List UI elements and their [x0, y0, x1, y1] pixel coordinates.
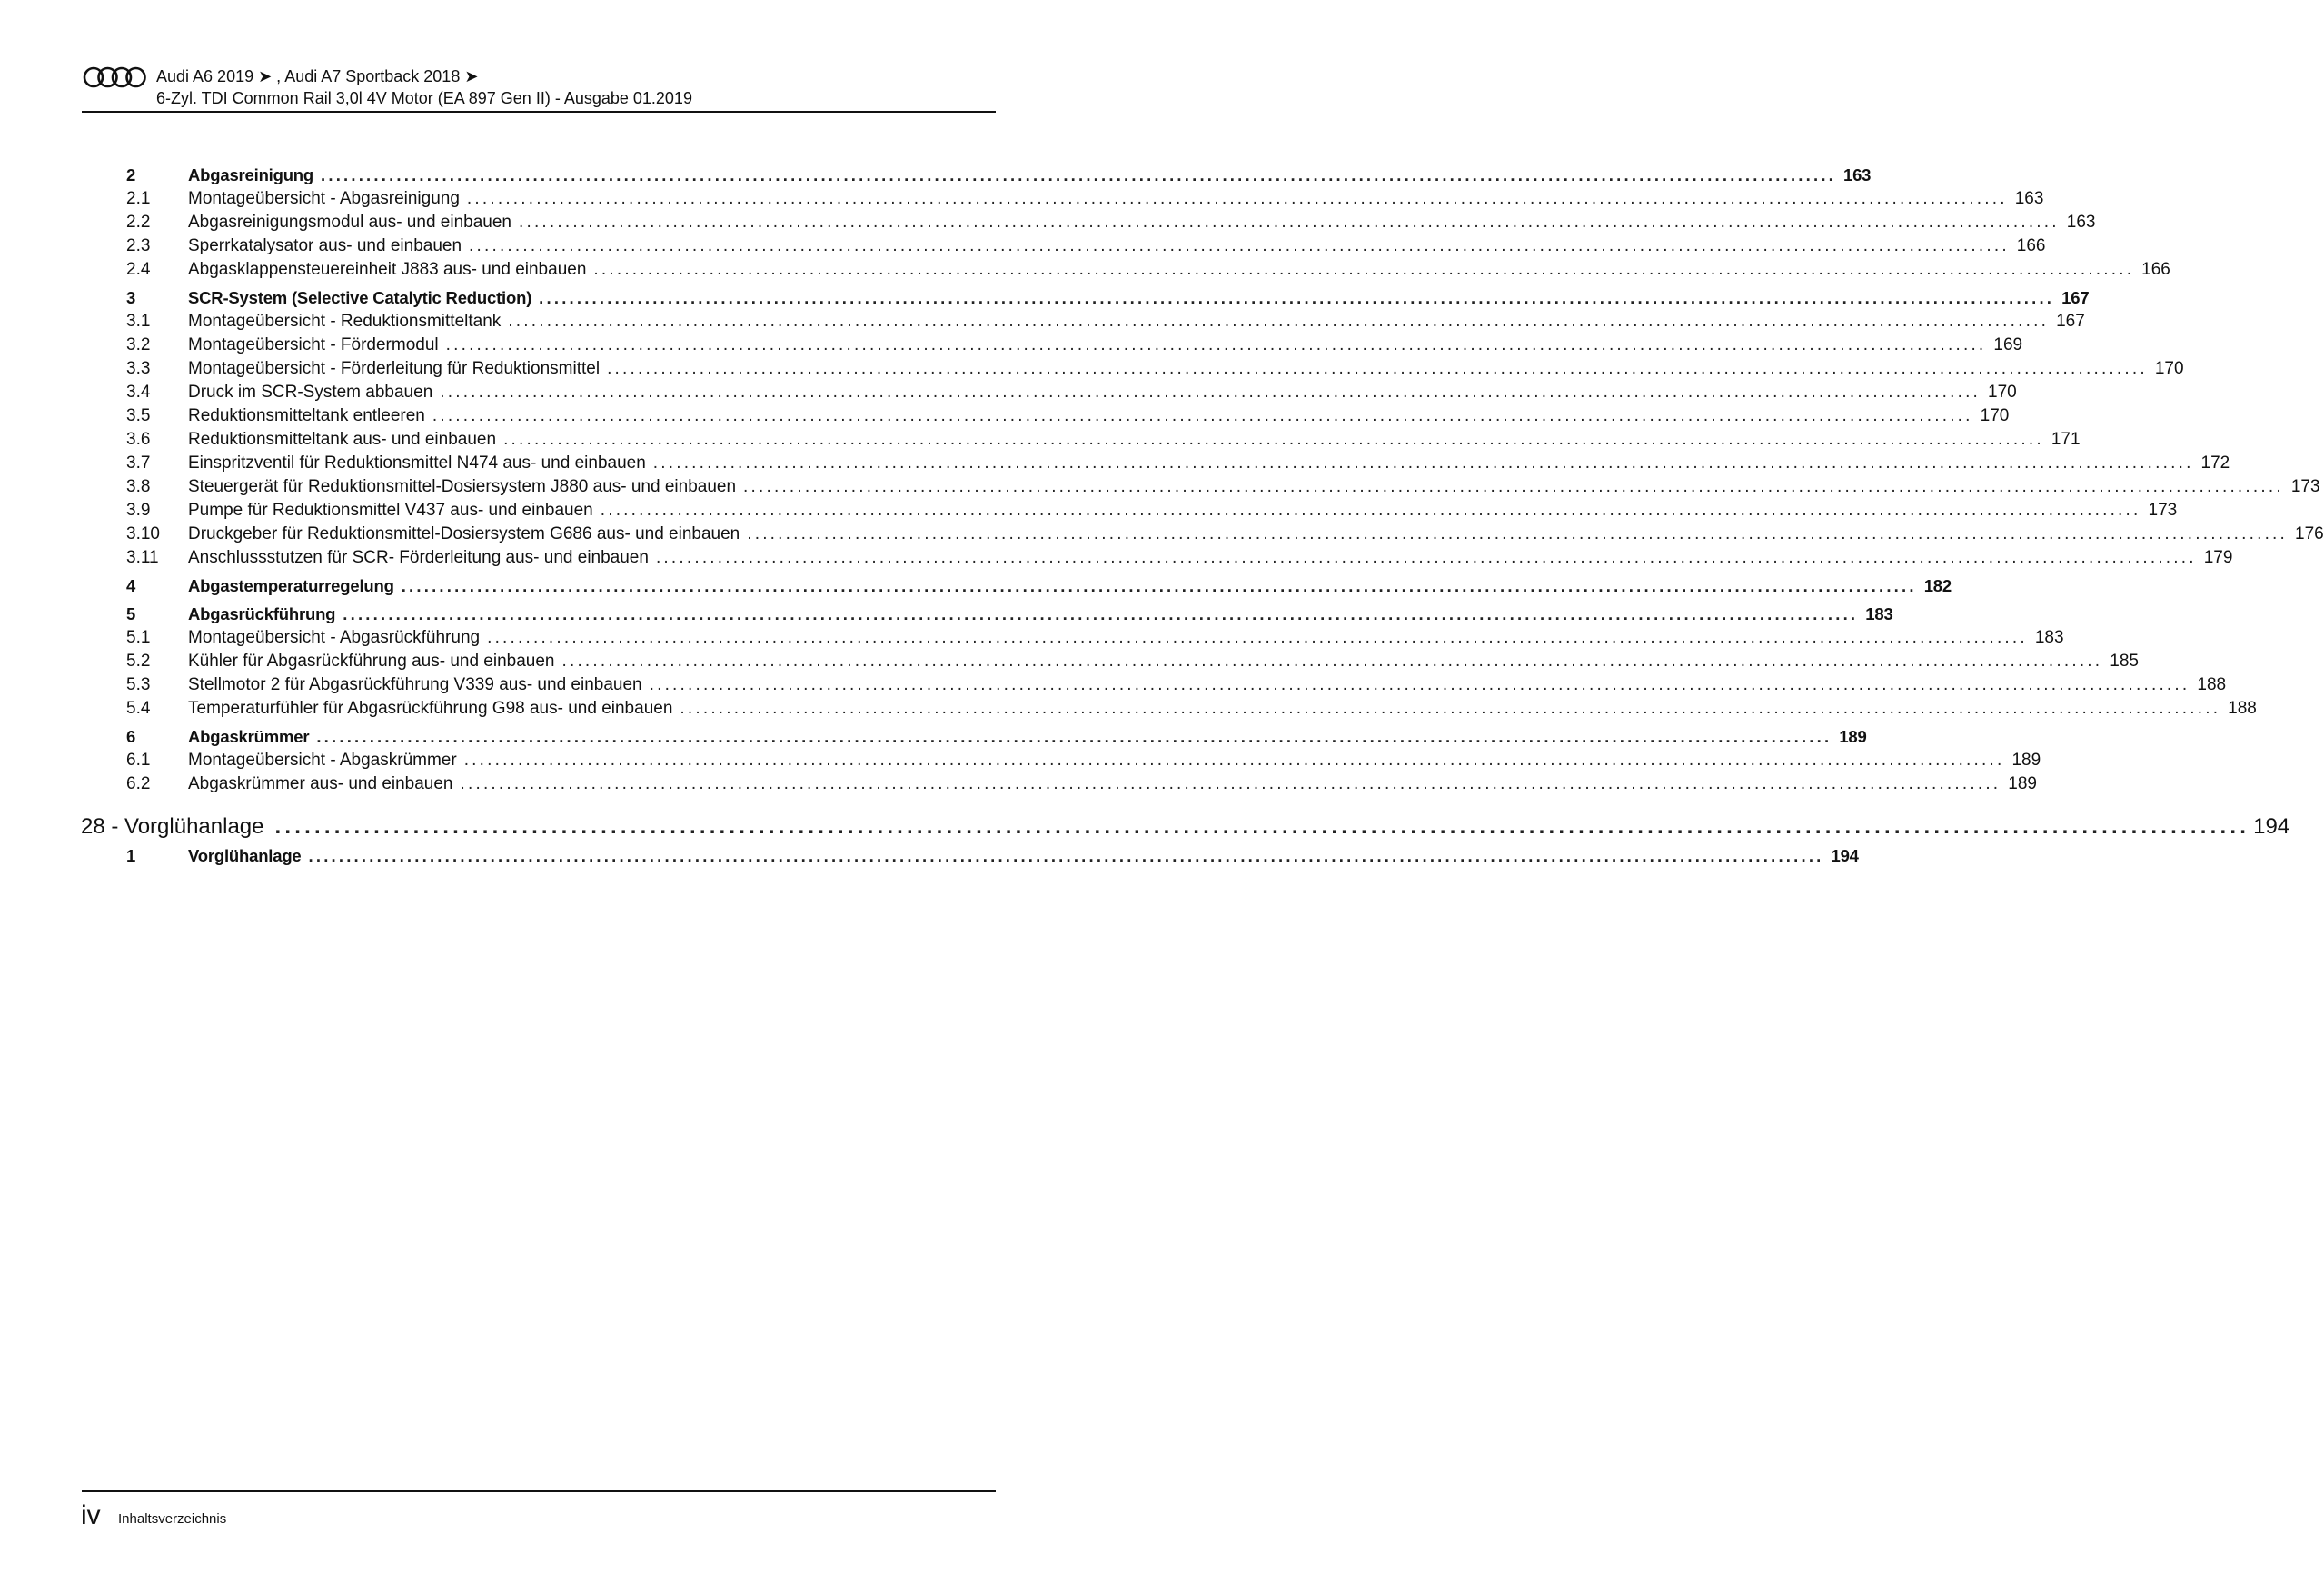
toc-entry[interactable]: [126, 234, 2046, 258]
toc-entry-number: 5.2: [126, 652, 151, 671]
toc-entry-title: Abgaskrümmer aus- und einbauen: [188, 774, 453, 793]
dot-leader: ........................................................................................................................................................................................................: [321, 165, 1836, 184]
dot-leader: ........................................................................................................................................................................................................: [747, 524, 2289, 543]
header-engine-title: 6-Zyl. TDI Common Rail 3,0l 4V Motor (EA 897 Gen II) - Ausgabe 01.2019: [156, 89, 692, 107]
dot-leader: ........................................................................................................................................................................................................: [432, 406, 1973, 425]
toc-entry-page: 185: [2110, 652, 2139, 671]
dot-leader: ........................................................................................................................................................................................................: [607, 359, 2148, 378]
audi-rings-logo: [82, 65, 147, 89]
dot-leader: ........................................................................................................................................................................................................: [460, 774, 2001, 793]
dot-leader: ........................................................................................................................................................................................................: [680, 699, 2221, 718]
dot-leader: ........................................................................................................................................................................................................: [274, 814, 2250, 839]
toc-entry-page: 176: [2295, 524, 2324, 543]
toc-entry-page: 172: [2200, 453, 2230, 473]
toc-entry-title: Sperrkatalysator aus- und einbauen: [188, 236, 462, 255]
toc-entry-page: 189: [2011, 751, 2041, 770]
dot-leader: ........................................................................................................................................................................................................: [593, 260, 2135, 279]
dot-leader: ........................................................................................................................................................................................................: [600, 501, 2141, 520]
dot-leader: ........................................................................................................................................................................................................: [343, 604, 1859, 623]
toc-entry-number: 5: [126, 604, 136, 623]
toc-entry-page: 183: [2034, 628, 2064, 647]
toc-entry-title: Kühler für Abgasrückführung aus- und einbauen: [188, 652, 555, 671]
toc-entry-number: 2.4: [126, 260, 151, 279]
toc-entry-number: 3.3: [126, 359, 151, 378]
toc-entry-page: 182: [1923, 576, 1952, 595]
toc-entry-title: Abgaskrümmer: [188, 727, 310, 746]
dot-leader: ........................................................................................................................................................................................................: [440, 383, 1981, 402]
dot-leader: ........................................................................................................................................................................................................: [655, 548, 2197, 567]
toc-entry-number: 6.1: [126, 751, 151, 770]
toc-entry-page: 163: [2066, 213, 2096, 232]
toc-entry-title: Reduktionsmitteltank entleeren: [188, 406, 425, 425]
toc-entry[interactable]: [126, 844, 1859, 868]
dot-leader: ........................................................................................................................................................................................................: [649, 675, 2190, 694]
toc-entry[interactable]: [126, 404, 2010, 428]
toc-entry-page: 179: [2203, 548, 2233, 567]
toc-entry-number: 1: [126, 846, 136, 865]
toc-entry-title: Druckgeber für Reduktionsmittel-Dosiersystem G686 aus- und einbauen: [188, 524, 740, 543]
toc-entry-title: Steuergerät für Reduktionsmittel-Dosiersystem J880 aus- und einbauen: [188, 477, 737, 496]
toc-entry[interactable]: [126, 258, 2170, 282]
toc-entry-page: 170: [1988, 383, 2017, 402]
toc-entry-number: 3.6: [126, 430, 151, 449]
toc-entry-page: 163: [2014, 189, 2044, 208]
toc-entry-page: 189: [2008, 774, 2037, 793]
toc-entry-page: 170: [2154, 359, 2184, 378]
header-vehicle-title: Audi A6 2019 ➤ , Audi A7 Sportback 2018 ➤: [156, 67, 479, 85]
chapter-page: 194: [2253, 814, 2290, 839]
toc-entry-title: Vorglühanlage: [188, 846, 302, 865]
toc-entry-title: Montageübersicht - Abgaskrümmer: [188, 751, 457, 770]
toc-entry-title: Montageübersicht - Abgasreinigung: [188, 189, 460, 208]
toc-entry-title: Montageübersicht - Abgasrückführung: [188, 628, 481, 647]
toc-entry-title: Druck im SCR-System abbauen: [188, 383, 433, 402]
toc-entry[interactable]: [126, 574, 1952, 598]
dot-leader: ........................................................................................................................................................................................................: [401, 576, 1917, 595]
toc-entry-title: Montageübersicht - Fördermodul: [188, 335, 439, 354]
dot-leader: ........................................................................................................................................................................................................: [463, 751, 2005, 770]
toc-entry-page: 167: [2056, 312, 2085, 331]
toc-entry-page: 194: [1831, 846, 1859, 865]
dot-leader: ........................................................................................................................................................................................................: [445, 335, 1987, 354]
toc-entry[interactable]: [126, 772, 2037, 796]
dot-leader: ........................................................................................................................................................................................................: [652, 453, 2194, 473]
toc-entry-page: 173: [2148, 501, 2178, 520]
toc-entry-title: Montageübersicht - Förderleitung für Reduktionsmittel: [188, 359, 601, 378]
toc-entry-title: Montageübersicht - Reduktionsmitteltank: [188, 312, 502, 331]
dot-leader: ........................................................................................................................................................................................................: [466, 189, 2008, 208]
toc-entry[interactable]: [126, 357, 2184, 381]
toc-entry-number: 3.7: [126, 453, 151, 473]
toc-entry[interactable]: [126, 164, 1872, 187]
dot-leader: ........................................................................................................................................................................................................: [508, 312, 2050, 331]
toc-entry[interactable]: [126, 650, 2139, 673]
toc-chapter-list: [126, 844, 1859, 868]
dot-leader: ........................................................................................................................................................................................................: [743, 477, 2284, 496]
toc-entry[interactable]: [126, 381, 2017, 404]
toc-entry[interactable]: [126, 428, 2081, 452]
toc-entry-page: 188: [2228, 699, 2257, 718]
toc-entry-number: 6.2: [126, 774, 151, 793]
toc-entry[interactable]: [126, 749, 2041, 772]
toc-entry-title: Anschlussstutzen für SCR- Förderleitung aus- und einbauen: [188, 548, 649, 567]
toc-entry-page: 163: [1843, 165, 1872, 184]
toc-entry-title: Abgasreinigung: [188, 165, 314, 184]
toc-entry-number: 2.3: [126, 236, 151, 255]
toc-entry[interactable]: [126, 603, 1893, 626]
toc-entry-number: 2.2: [126, 213, 151, 232]
toc-entry-page: 166: [2141, 260, 2170, 279]
toc-entry-number: 3.5: [126, 406, 151, 425]
toc-entry[interactable]: [126, 673, 2227, 697]
dot-leader: ........................................................................................................................................................................................................: [518, 213, 2060, 232]
header-rule: [82, 111, 996, 113]
footer-label: Inhaltsverzeichnis: [118, 1511, 227, 1527]
toc-entry-page: 173: [2290, 477, 2320, 496]
toc-entry-number: 3.11: [126, 548, 159, 567]
toc-chapter-heading[interactable]: [81, 812, 2290, 842]
toc-entry-number: 2: [126, 165, 136, 184]
toc-entry[interactable]: [126, 626, 2064, 650]
toc-entry-number: 3: [126, 288, 136, 307]
toc-entry-number: 2.1: [126, 189, 151, 208]
toc-entry[interactable]: [126, 187, 2044, 211]
toc-entry-title: Abgasreinigungsmodul aus- und einbauen: [188, 213, 511, 232]
footer-rule: [82, 1490, 996, 1492]
toc-entry[interactable]: [126, 334, 2023, 357]
toc-entry[interactable]: [126, 499, 2178, 523]
dot-leader: ........................................................................................................................................................................................................: [487, 628, 2028, 647]
toc-entry-title: Abgastemperaturregelung: [188, 576, 394, 595]
toc-entry[interactable]: [126, 286, 2090, 310]
toc-entry[interactable]: [126, 211, 2096, 234]
toc-entry-number: 5.3: [126, 675, 151, 694]
toc-entry-number: 5.1: [126, 628, 151, 647]
toc-entry-title: Temperaturfühler für Abgasrückführung G98 aus- und einbauen: [188, 699, 673, 718]
toc-entry[interactable]: [126, 546, 2233, 570]
dot-leader: ........................................................................................................................................................................................................: [469, 236, 2010, 255]
toc-entry-title: Abgasklappensteuereinheit J883 aus- und einbauen: [188, 260, 587, 279]
toc-entry-title: Stellmotor 2 für Abgasrückführung V339 aus- und einbauen: [188, 675, 642, 694]
toc-entry-number: 3.8: [126, 477, 151, 496]
toc-entry-number: 6: [126, 727, 136, 746]
toc-entry[interactable]: [126, 475, 2320, 499]
dot-leader: ........................................................................................................................................................................................................: [316, 727, 1832, 746]
toc-entry-number: 5.4: [126, 699, 151, 718]
toc-entry-page: 170: [1980, 406, 2010, 425]
toc-entry-title: Reduktionsmitteltank aus- und einbauen: [188, 430, 497, 449]
toc-entry-title: Einspritzventil für Reduktionsmittel N474 aus- und einbauen: [188, 453, 646, 473]
chapter-title: 28 - Vorglühanlage: [81, 814, 264, 839]
toc-entry[interactable]: [126, 452, 2230, 475]
dot-leader: ........................................................................................................................................................................................................: [539, 288, 2055, 307]
toc-entry-page: 167: [2061, 288, 2090, 307]
toc-entry-title: SCR-System (Selective Catalytic Reduction): [188, 288, 532, 307]
toc-entry[interactable]: [126, 697, 2257, 721]
dot-leader: ........................................................................................................................................................................................................: [503, 430, 2044, 449]
toc-entry-title: Abgasrückführung: [188, 604, 336, 623]
toc-entry[interactable]: [126, 725, 1867, 749]
toc-entry-number: 3.9: [126, 501, 151, 520]
toc-list: [126, 164, 2324, 796]
toc-entry-page: 188: [2197, 675, 2227, 694]
toc-entry-number: 4: [126, 576, 136, 595]
toc-entry-number: 3.1: [126, 312, 151, 331]
dot-leader: ........................................................................................................................................................................................................: [561, 652, 2103, 671]
toc-entry[interactable]: [126, 310, 2085, 334]
toc-entry-number: 3.10: [126, 524, 160, 543]
toc-entry-page: 171: [2051, 430, 2081, 449]
toc-entry-title: Pumpe für Reduktionsmittel V437 aus- und einbauen: [188, 501, 593, 520]
footer-page-number: iv: [81, 1500, 101, 1530]
toc-entry-page: 183: [1865, 604, 1893, 623]
toc-entry-page: 166: [2016, 236, 2046, 255]
toc-entry-number: 3.2: [126, 335, 151, 354]
toc-entry-page: 189: [1839, 727, 1867, 746]
toc-entry[interactable]: [126, 523, 2324, 546]
toc-entry-number: 3.4: [126, 383, 151, 402]
toc-entry-page: 169: [1993, 335, 2023, 354]
dot-leader: ........................................................................................................................................................................................................: [308, 846, 1824, 865]
